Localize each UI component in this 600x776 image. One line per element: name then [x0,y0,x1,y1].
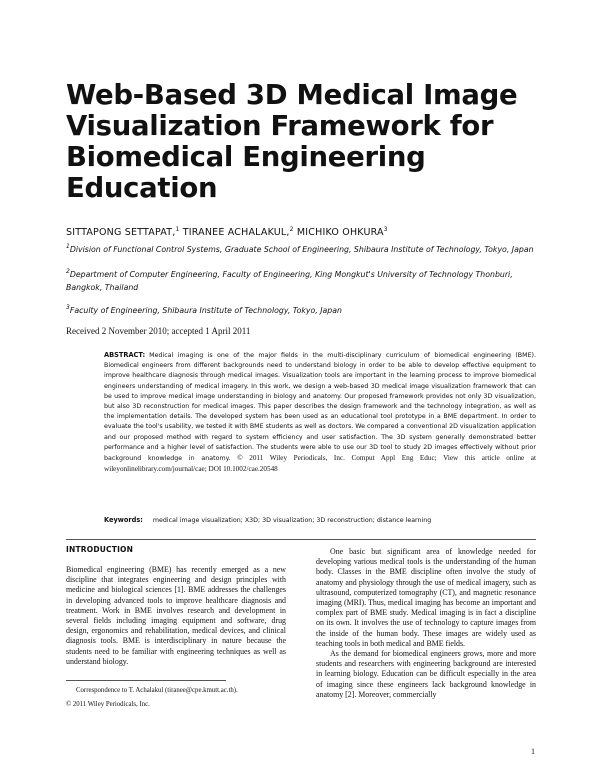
abstract [104,350,536,475]
affiliation-marker: 2 [66,268,70,275]
footnote-rule [66,680,226,681]
author-name: TIRANEE ACHALAKUL, [179,227,290,238]
author-name: MICHIKO OHKURA [293,227,384,238]
affiliation-text: Faculty of Engineering, Shibaura Institute of Technology, Tokyo, Japan [69,306,342,315]
copyright-note: © 2011 Wiley Periodicals, Inc. [66,701,150,708]
right-column [316,547,536,700]
affiliation [66,302,536,318]
title-line: Web-Based 3D Medical Image [66,79,518,111]
title-line: Biomedical Engineering [66,141,426,173]
correspondence-note: Correspondence to T. Achalakul (tiranee@cpe.kmutt.ac.th). [76,687,238,694]
author-affiliation-marker: 1 [175,226,180,233]
keywords-label: Keywords: [104,516,143,524]
affiliation [66,241,536,257]
paragraph: As the demand for biomedical engineers grows, more and more students and researchers with engineering background are interested in learning biology. Education can be difficult especially in the area of imaging since these engineers lack background knowledge in anatomy [2]. Moreover, commercially [316,649,536,699]
section-divider [66,539,536,540]
author-affiliation-marker: 3 [383,226,388,233]
keywords-text: medical image visualization; X3D; 3D visualization; 3D reconstruction; distance learning [152,517,432,524]
keywords [104,516,536,524]
author-name: SITTAPONG SETTAPAT, [66,227,176,238]
affiliation-text: Division of Functional Control Systems, Graduate School of Engineering, Shibaura Institute of Technology, Tokyo, Japan [69,245,534,254]
paragraph: Biomedical engineering (BME) has recently emerged as a new discipline that integrates engineering and design principles with medicine and biological sciences [1]. BME addresses the challenges in developing advanced tools to improve healthcare diagnosis and treatment. Work in BME involves research and development in several fields including imaging equipment and software, drug design, ergonomics and rehabilitation, medical devices, and clinical diagnosis tools. BME is interdisciplinary in nature because the students need to be familiar with engineering techniques as well as understand biology. [66,565,286,666]
paragraph: One basic but significant area of knowledge needed for developing various medical tools is the understanding of the human body. Classes in the BME discipline often involve the study of anatomy and physiology through the use of medical imagery, such as ultrasound, computerized tomography (CT), and magnetic resonance imaging (MRI). Thus, medical imaging has become an important and complex part of BME study. Medical imaging is in fact a discipline on its own. It involves the use of technology to capture images from the inside of the human body. These images are widely used as teaching tools in both medical and BME fields. [316,547,536,648]
author-list [66,226,388,238]
page-number: 1 [531,747,535,756]
left-column [66,565,286,667]
received-date: Received 2 November 2010; accepted 1 April 2011 [66,326,251,336]
section-heading: INTRODUCTION [66,545,134,554]
affiliation-marker: 1 [66,243,70,250]
publication-info: © 2011 Wiley Periodicals, Inc. Comput Appl Eng Educ; View this article online at wileyonlinelibrary.com/journal/cae; DOI 10.1002/cae.20548 [104,454,536,474]
affiliation [66,266,536,294]
title-line: Visualization Framework for [66,110,494,142]
article-title [66,80,536,204]
abstract-text: Medical imaging is one of the major fields in the multi-disciplinary curriculum of biomedical engineering (BME). Biomedical engineers from different backgrounds need to understand biology in order to be able to develop effective equipment to improve healthcare diagnosis through medical images. Visualization tools are important in the learning process to improve biomedical engineers understanding of medical imagery. In this work, we design a web-based 3D medical image visualization framework that can be used to improve medical image understanding in biology and anatomy. Our proposed framework provides not only 3D visualization, but also 3D reconstruction for medical images. This paper describes the design framework and the technology integration, as well as the implementation details. The developed system has been used as an educational tool prototype in a BME department. In order to evaluate the tool's usability, we tested it with BME students as well as doctors. We compared a conventional 2D visualization application and our proposed method with regard to system efficiency and user satisfaction. The 3D system generally demonstrated better performance and a higher level of satisfaction. The students were able to use our 3D tool to study 2D images effectively without prior background knowledge in anatomy. [104,352,536,463]
affiliation-marker: 3 [66,304,70,311]
author-affiliation-marker: 2 [289,226,294,233]
affiliation-text: Department of Computer Engineering, Faculty of Engineering, King Mongkut's University of Technology Thonburi, Bangkok, Thailand [66,270,513,292]
abstract-label: ABSTRACT: [104,351,146,359]
title-line: Education [66,172,218,204]
